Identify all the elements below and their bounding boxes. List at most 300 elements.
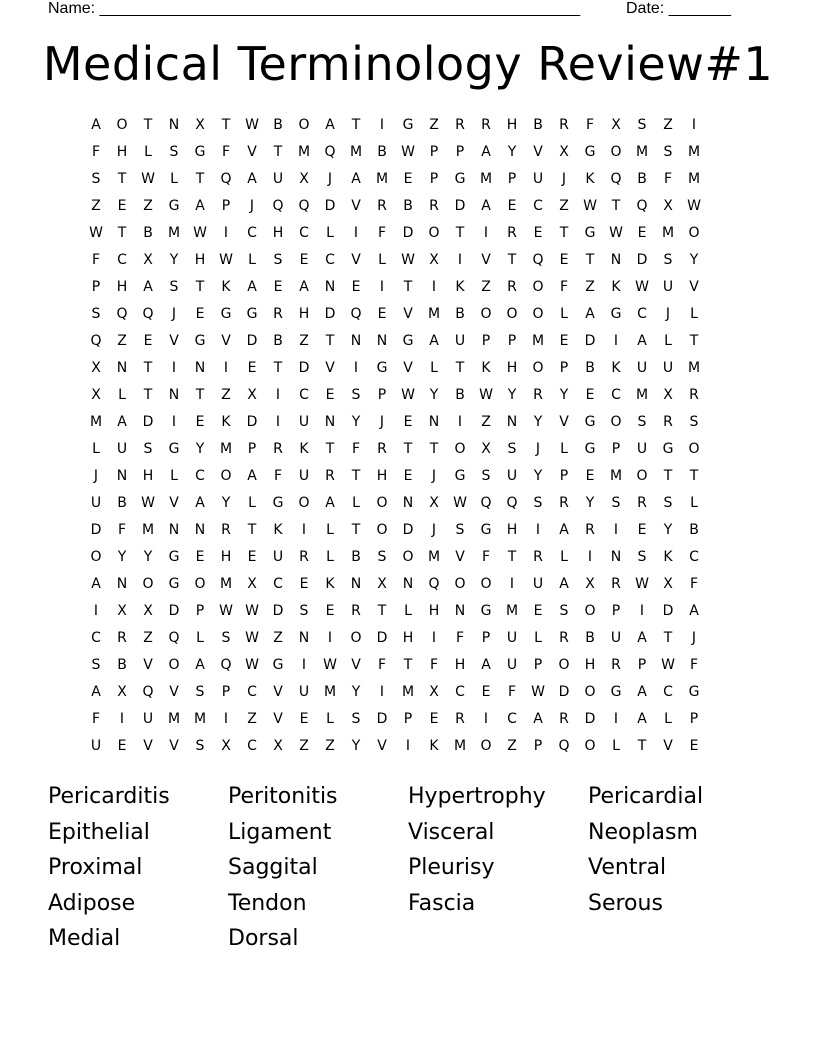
grid-letter: K — [325, 576, 335, 592]
grid-letter: M — [661, 225, 675, 241]
grid-letter: T — [143, 117, 153, 133]
grid-letter: N — [350, 333, 362, 349]
grid-letter: O — [454, 576, 466, 592]
grid-letter: S — [195, 738, 205, 754]
grid-letter: M — [609, 468, 623, 484]
grid-letter: I — [431, 279, 437, 295]
grid-letter: A — [247, 171, 257, 187]
grid-letter: B — [351, 549, 361, 565]
word-bank-item: Pleurisy — [408, 855, 495, 880]
grid-letter: O — [480, 576, 492, 592]
grid-row — [83, 652, 733, 679]
grid-letter: Z — [221, 387, 231, 403]
grid-letter: C — [611, 387, 621, 403]
grid-letter: P — [637, 657, 647, 673]
grid-letter: L — [560, 306, 568, 322]
grid-letter: O — [402, 549, 414, 565]
grid-letter: D — [324, 198, 336, 214]
grid-letter: K — [429, 738, 439, 754]
grid-letter: F — [117, 522, 127, 538]
grid-letter: E — [247, 549, 257, 565]
grid-letter: S — [273, 252, 283, 268]
grid-letter: L — [612, 738, 620, 754]
grid-letter: Z — [585, 279, 595, 295]
grid-letter: G — [688, 684, 700, 700]
grid-letter: F — [273, 468, 283, 484]
grid-letter: Z — [143, 198, 153, 214]
grid-letter: D — [272, 603, 284, 619]
grid-letter: T — [403, 441, 413, 457]
grid-letter: F — [377, 657, 387, 673]
grid-letter: M — [219, 576, 233, 592]
grid-letter: X — [663, 387, 673, 403]
grid-letter: J — [171, 306, 177, 322]
grid-letter: O — [532, 360, 544, 376]
grid-letter: E — [585, 387, 595, 403]
grid-row — [83, 328, 733, 355]
grid-letter: L — [560, 549, 568, 565]
grid-letter: T — [455, 225, 465, 241]
grid-letter: E — [585, 468, 595, 484]
grid-letter: N — [298, 630, 310, 646]
grid-letter: X — [91, 360, 101, 376]
grid-letter: B — [117, 657, 127, 673]
grid-letter: L — [326, 522, 334, 538]
grid-letter: D — [584, 711, 596, 727]
grid-letter: I — [483, 711, 489, 727]
grid-letter: R — [663, 414, 673, 430]
grid-letter: C — [247, 684, 257, 700]
grid-row — [83, 490, 733, 517]
grid-letter: I — [613, 711, 619, 727]
grid-letter: U — [636, 441, 648, 457]
grid-letter: U — [298, 414, 310, 430]
grid-letter: B — [117, 495, 127, 511]
grid-letter: U — [662, 279, 674, 295]
grid-letter: Q — [168, 630, 180, 646]
grid-letter: K — [455, 279, 465, 295]
grid-letter: M — [167, 711, 181, 727]
grid-letter: G — [168, 441, 180, 457]
grid-letter: E — [273, 279, 283, 295]
grid-letter: V — [169, 738, 179, 754]
grid-letter: N — [168, 522, 180, 538]
grid-letter: O — [298, 117, 310, 133]
grid-letter: K — [221, 414, 231, 430]
grid-letter: T — [117, 225, 127, 241]
grid-letter: M — [141, 522, 155, 538]
grid-letter: X — [663, 576, 673, 592]
grid-letter: P — [429, 144, 439, 160]
grid-letter: W — [609, 225, 623, 241]
grid-row — [83, 706, 733, 733]
grid-letter: V — [221, 333, 231, 349]
grid-letter: F — [91, 711, 101, 727]
grid-letter: O — [220, 468, 232, 484]
grid-letter: H — [506, 360, 518, 376]
grid-letter: A — [533, 711, 543, 727]
grid-letter: T — [559, 225, 569, 241]
grid-letter: O — [298, 495, 310, 511]
grid-letter: R — [325, 468, 335, 484]
grid-letter: V — [169, 684, 179, 700]
grid-letter: V — [663, 738, 673, 754]
grid-letter: D — [558, 684, 570, 700]
grid-letter: A — [247, 468, 257, 484]
grid-letter: D — [376, 630, 388, 646]
grid-letter: X — [663, 198, 673, 214]
grid-letter: H — [298, 306, 310, 322]
grid-letter: I — [275, 414, 281, 430]
grid-letter: Z — [299, 333, 309, 349]
grid-letter: I — [93, 603, 99, 619]
grid-letter: A — [689, 603, 699, 619]
grid-letter: G — [376, 360, 388, 376]
grid-letter: Q — [220, 657, 232, 673]
grid-letter: U — [662, 360, 674, 376]
grid-letter: Z — [143, 630, 153, 646]
grid-letter: V — [143, 738, 153, 754]
grid-letter: L — [326, 711, 334, 727]
grid-letter: L — [560, 441, 568, 457]
grid-letter: E — [429, 711, 439, 727]
grid-letter: B — [637, 171, 647, 187]
grid-letter: O — [532, 306, 544, 322]
grid-letter: A — [637, 684, 647, 700]
grid-letter: U — [532, 171, 544, 187]
grid-letter: D — [246, 333, 258, 349]
grid-letter: I — [691, 117, 697, 133]
grid-letter: K — [585, 171, 595, 187]
grid-letter: M — [453, 738, 467, 754]
grid-letter: G — [480, 522, 492, 538]
grid-letter: W — [245, 630, 259, 646]
grid-letter: Z — [117, 333, 127, 349]
grid-letter: M — [349, 144, 363, 160]
grid-letter: Q — [480, 495, 492, 511]
grid-letter: D — [246, 414, 258, 430]
grid-letter: U — [298, 684, 310, 700]
grid-letter: E — [143, 333, 153, 349]
grid-letter: J — [665, 306, 671, 322]
grid-letter: S — [169, 279, 179, 295]
grid-letter: O — [350, 630, 362, 646]
grid-letter: R — [377, 441, 387, 457]
grid-letter: Q — [324, 144, 336, 160]
grid-letter: T — [429, 441, 439, 457]
grid-letter: I — [379, 684, 385, 700]
grid-letter: D — [454, 198, 466, 214]
grid-letter: R — [455, 711, 465, 727]
grid-letter: G — [402, 333, 414, 349]
grid-letter: A — [481, 198, 491, 214]
grid-letter: Q — [532, 252, 544, 268]
grid-letter: G — [454, 468, 466, 484]
grid-letter: A — [299, 279, 309, 295]
grid-letter: L — [326, 225, 334, 241]
grid-letter: Y — [689, 252, 699, 268]
grid-letter: S — [91, 171, 101, 187]
grid-letter: I — [171, 414, 177, 430]
grid-row — [83, 517, 733, 544]
grid-letter: N — [402, 495, 414, 511]
grid-letter: I — [327, 630, 333, 646]
grid-letter: E — [195, 306, 205, 322]
grid-letter: O — [610, 414, 622, 430]
grid-letter: I — [457, 252, 463, 268]
grid-letter: I — [171, 360, 177, 376]
grid-letter: W — [245, 117, 259, 133]
grid-letter: N — [168, 117, 180, 133]
grid-letter: N — [402, 576, 414, 592]
grid-letter: R — [533, 549, 543, 565]
grid-letter: J — [249, 198, 255, 214]
grid-letter: K — [611, 279, 621, 295]
grid-letter: P — [533, 738, 543, 754]
grid-letter: R — [273, 306, 283, 322]
grid-row — [83, 166, 733, 193]
grid-letter: A — [637, 711, 647, 727]
grid-letter: G — [480, 603, 492, 619]
grid-letter: S — [351, 387, 361, 403]
grid-letter: G — [246, 306, 258, 322]
grid-letter: P — [481, 630, 491, 646]
grid-letter: O — [532, 279, 544, 295]
grid-row — [83, 355, 733, 382]
grid-letter: W — [583, 198, 597, 214]
grid-letter: E — [637, 225, 647, 241]
grid-letter: M — [219, 441, 233, 457]
grid-letter: Q — [636, 198, 648, 214]
grid-letter: W — [219, 252, 233, 268]
grid-letter: I — [639, 603, 645, 619]
grid-letter: T — [689, 333, 699, 349]
grid-letter: B — [585, 630, 595, 646]
grid-letter: E — [325, 387, 335, 403]
grid-letter: E — [507, 198, 517, 214]
grid-letter: D — [402, 225, 414, 241]
header-line — [48, 0, 748, 18]
grid-letter: M — [687, 171, 701, 187]
grid-letter: S — [507, 441, 517, 457]
grid-letter: G — [402, 117, 414, 133]
grid-letter: E — [377, 306, 387, 322]
grid-letter: S — [221, 630, 231, 646]
grid-letter: V — [481, 252, 491, 268]
grid-letter: E — [559, 252, 569, 268]
grid-letter: O — [688, 441, 700, 457]
grid-letter: R — [455, 117, 465, 133]
grid-row — [83, 112, 733, 139]
grid-letter: X — [117, 684, 127, 700]
grid-letter: O — [142, 576, 154, 592]
grid-letter: V — [403, 306, 413, 322]
word-bank-item: Tendon — [228, 890, 307, 916]
grid-letter: A — [325, 495, 335, 511]
grid-letter: I — [223, 711, 229, 727]
word-bank-item: Saggital — [228, 855, 318, 880]
grid-letter: A — [559, 522, 569, 538]
page-title: Medical Terminology Review#1 — [42, 37, 774, 91]
word-bank-item: Adipose — [48, 890, 136, 916]
grid-letter: L — [170, 171, 178, 187]
grid-letter: I — [223, 225, 229, 241]
grid-letter: X — [117, 603, 127, 619]
grid-letter: P — [533, 657, 543, 673]
grid-letter: J — [431, 522, 437, 538]
grid-letter: Z — [507, 738, 517, 754]
grid-letter: G — [584, 225, 596, 241]
grid-letter: Y — [221, 495, 231, 511]
grid-letter: I — [405, 738, 411, 754]
grid-letter: U — [272, 171, 284, 187]
grid-letter: F — [689, 657, 699, 673]
grid-letter: B — [377, 144, 387, 160]
grid-letter: Y — [143, 549, 153, 565]
grid-letter: R — [637, 495, 647, 511]
grid-letter: F — [221, 144, 231, 160]
grid-letter: M — [323, 684, 337, 700]
grid-row — [83, 625, 733, 652]
grid-letter: T — [195, 171, 205, 187]
grid-letter: S — [351, 711, 361, 727]
grid-letter: X — [611, 117, 621, 133]
grid-letter: P — [91, 279, 101, 295]
word-bank-item: Dorsal — [228, 926, 299, 951]
grid-letter: L — [248, 495, 256, 511]
grid-letter: E — [247, 360, 257, 376]
grid-letter: B — [403, 198, 413, 214]
grid-letter: U — [116, 441, 128, 457]
grid-letter: C — [299, 225, 309, 241]
grid-letter: N — [506, 414, 518, 430]
grid-letter: G — [662, 441, 674, 457]
grid-letter: G — [454, 171, 466, 187]
grid-letter: E — [299, 576, 309, 592]
grid-letter: N — [116, 468, 128, 484]
word-bank-item: Visceral — [408, 819, 495, 845]
grid-letter: U — [532, 576, 544, 592]
grid-letter: C — [299, 387, 309, 403]
grid-letter: J — [431, 468, 437, 484]
grid-row — [83, 598, 733, 625]
word-bank-row — [48, 921, 768, 957]
grid-letter: L — [404, 603, 412, 619]
grid-letter: G — [584, 414, 596, 430]
grid-letter: X — [273, 738, 283, 754]
grid-letter: T — [273, 144, 283, 160]
grid-letter: O — [584, 603, 596, 619]
grid-letter: M — [505, 603, 519, 619]
grid-letter: M — [193, 711, 207, 727]
grid-letter: X — [299, 171, 309, 187]
grid-letter: G — [272, 495, 284, 511]
grid-letter: M — [89, 414, 103, 430]
grid-letter: W — [401, 387, 415, 403]
grid-letter: N — [324, 279, 336, 295]
grid-letter: T — [507, 549, 517, 565]
grid-letter: E — [637, 522, 647, 538]
grid-letter: S — [143, 441, 153, 457]
grid-letter: T — [351, 522, 361, 538]
grid-letter: N — [428, 414, 440, 430]
grid-letter: A — [91, 117, 101, 133]
grid-letter: E — [689, 738, 699, 754]
grid-letter: P — [507, 171, 517, 187]
grid-letter: L — [326, 549, 334, 565]
grid-letter: W — [141, 171, 155, 187]
grid-letter: M — [427, 306, 441, 322]
grid-letter: S — [169, 144, 179, 160]
grid-letter: P — [507, 333, 517, 349]
grid-letter: Q — [558, 738, 570, 754]
word-bank-item: Ligament — [228, 819, 332, 845]
grid-letter: Q — [220, 171, 232, 187]
grid-letter: X — [429, 684, 439, 700]
grid-letter: Y — [117, 549, 127, 565]
grid-letter: V — [377, 738, 387, 754]
grid-letter: L — [534, 630, 542, 646]
word-bank-item: Pericardial — [588, 784, 704, 809]
grid-letter: G — [194, 144, 206, 160]
grid-letter: Z — [481, 414, 491, 430]
grid-letter: E — [559, 333, 569, 349]
grid-letter: S — [195, 684, 205, 700]
grid-letter: S — [299, 603, 309, 619]
grid-letter: I — [301, 657, 307, 673]
grid-letter: H — [428, 603, 440, 619]
grid-letter: W — [141, 495, 155, 511]
grid-letter: L — [352, 495, 360, 511]
grid-letter: I — [353, 225, 359, 241]
grid-letter: R — [221, 522, 231, 538]
grid-letter: Q — [428, 576, 440, 592]
grid-letter: S — [481, 468, 491, 484]
grid-letter: S — [663, 144, 673, 160]
grid-letter: E — [481, 684, 491, 700]
grid-letter: X — [247, 576, 257, 592]
grid-letter: L — [196, 630, 204, 646]
grid-letter: I — [457, 414, 463, 430]
grid-letter: P — [455, 144, 465, 160]
grid-letter: P — [611, 441, 621, 457]
grid-letter: X — [143, 252, 153, 268]
grid-letter: F — [455, 630, 465, 646]
grid-letter: I — [379, 117, 385, 133]
grid-letter: K — [273, 522, 283, 538]
grid-letter: F — [585, 117, 595, 133]
grid-letter: H — [506, 522, 518, 538]
grid-letter: U — [90, 738, 102, 754]
grid-letter: S — [377, 549, 387, 565]
grid-letter: W — [401, 252, 415, 268]
grid-letter: C — [247, 225, 257, 241]
grid-letter: C — [663, 684, 673, 700]
grid-letter: T — [117, 171, 127, 187]
grid-letter: L — [690, 495, 698, 511]
grid-letter: G — [610, 306, 622, 322]
grid-letter: W — [401, 144, 415, 160]
grid-letter: T — [455, 360, 465, 376]
grid-letter: N — [194, 522, 206, 538]
grid-letter: E — [403, 414, 413, 430]
grid-letter: Z — [481, 279, 491, 295]
grid-letter: H — [116, 279, 128, 295]
grid-letter: U — [610, 630, 622, 646]
grid-letter: M — [687, 144, 701, 160]
grid-letter: F — [663, 171, 673, 187]
grid-letter: A — [481, 144, 491, 160]
